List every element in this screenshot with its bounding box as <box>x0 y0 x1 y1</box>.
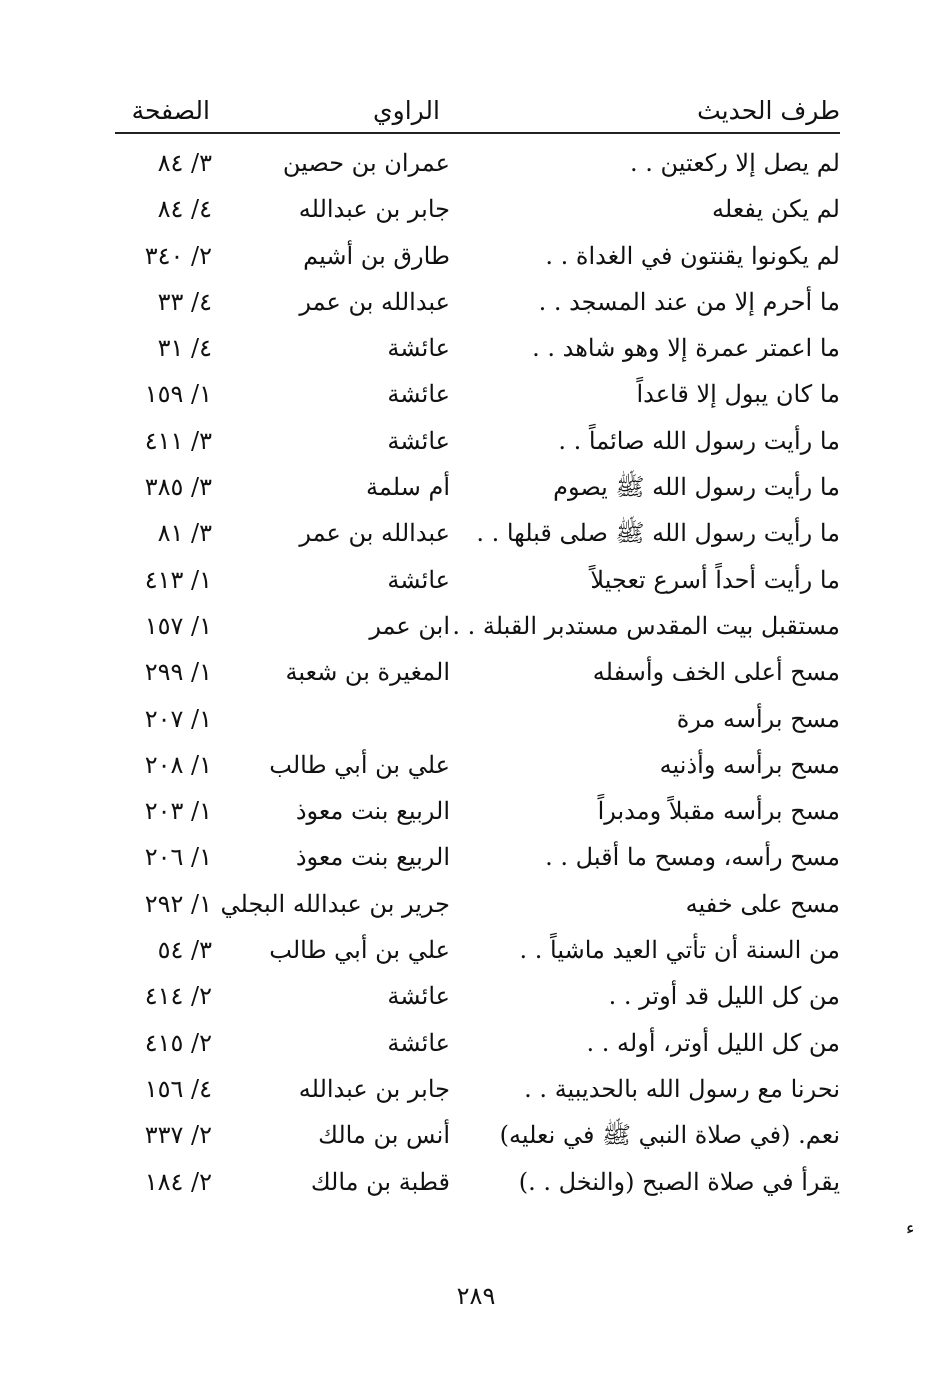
narrator: الربيع بنت معوذ <box>295 797 450 826</box>
page-ref: ١/ ٢٠٦ <box>144 843 212 872</box>
page-ref: ٣/ ٨٤ <box>157 149 212 177</box>
page-ref: ٢/ ٣٤٠ <box>144 241 212 270</box>
header-page: الصفحة <box>131 96 210 125</box>
table-row <box>115 742 840 788</box>
table-row <box>115 927 840 973</box>
table-row <box>115 371 840 417</box>
hadith-text: مسح أعلى الخف وأسفله <box>592 658 840 687</box>
hadith-text: من كل الليل أوتر، أوله . . <box>586 1028 840 1057</box>
table-row <box>115 464 840 510</box>
narrator: أنس بن مالك <box>318 1121 450 1150</box>
table-row <box>115 140 840 186</box>
narrator: المغيرة بن شعبة <box>285 658 450 687</box>
hadith-text: ما رأيت رسول الله ﷺ يصوم <box>553 473 840 502</box>
hadith-text: ما اعمتر عمرة إلا وهو شاهد . . <box>532 334 840 363</box>
hadith-text: لم يكونوا يقنتون في الغداة . . <box>545 241 840 270</box>
page-ref: ٢/ ٤١٤ <box>144 982 212 1011</box>
table-row <box>115 418 840 464</box>
page-number: ٢٨٩ <box>456 1282 496 1310</box>
page-ref: ٤/ ٣١ <box>157 334 212 363</box>
table-row <box>115 696 840 742</box>
page-ref: ٢/ ٤١٥ <box>144 1028 212 1057</box>
narrator: عائشة <box>387 334 450 363</box>
table-row <box>115 1066 840 1112</box>
table-row <box>115 557 840 603</box>
page-ref: ٣/ ٣٨٥ <box>144 473 212 502</box>
hadith-text: من كل الليل قد أوتر . . <box>608 982 840 1011</box>
hadith-text: نعم. (في صلاة النبي ﷺ في نعليه) <box>499 1121 840 1150</box>
table-row <box>115 603 840 649</box>
page-ref: ١/ ١٥٧ <box>144 611 212 640</box>
page-ref: ٢/ ١٨٤ <box>144 1167 212 1196</box>
table-row <box>115 325 840 371</box>
narrator: جابر بن عبدالله <box>298 1074 450 1103</box>
table-header <box>115 96 840 134</box>
table-row <box>115 1112 840 1158</box>
hadith-text: لم يكن يفعله <box>712 195 840 224</box>
page-ref: ١/ ٢٠٨ <box>144 750 212 779</box>
page-ref: ٤/ ١٥٦ <box>144 1074 212 1103</box>
narrator: علي بن أبي طالب <box>269 936 450 965</box>
table-row <box>115 649 840 695</box>
edge-mark: ء <box>906 1218 915 1239</box>
hadith-text: ما رأيت رسول الله ﷺ صلى قبلها . . <box>476 519 840 548</box>
table-row <box>115 973 840 1019</box>
narrator: الربيع بنت معوذ <box>295 843 450 872</box>
hadith-text: ما رأيت رسول الله صائماً . . <box>558 426 840 455</box>
table-row <box>115 1159 840 1205</box>
page-ref: ١/ ٤١٣ <box>144 565 212 594</box>
hadith-text: مستقبل بيت المقدس مستدبر القبلة . . <box>452 611 840 640</box>
table-row <box>115 881 840 927</box>
table-row <box>115 1020 840 1066</box>
table-row <box>115 510 840 556</box>
narrator: قطبة بن مالك <box>310 1167 450 1196</box>
narrator: طارق بن أشيم <box>303 241 450 270</box>
hadith-text: مسح على خفيه <box>685 889 840 918</box>
page-ref: ١/ ٢٩٩ <box>144 658 212 687</box>
page-ref: ٣/ ٨١ <box>157 519 212 548</box>
page-ref: ٤/ ٨٤ <box>157 195 212 224</box>
page-ref: ٢/ ٣٣٧ <box>144 1121 212 1150</box>
table-row <box>115 279 840 325</box>
hadith-text: مسح برأسه مقبلاً ومدبراً <box>597 797 840 826</box>
hadith-text: ما رأيت أحداً أسرع تعجيلاً <box>590 565 840 594</box>
narrator: عائشة <box>387 380 450 409</box>
page-ref: ٣/ ٤١١ <box>144 426 212 455</box>
hadith-text: يقرأ في صلاة الصبح (والنخل . .) <box>518 1167 840 1196</box>
header-rawi: الراوي <box>373 96 440 125</box>
narrator: ابن عمر <box>369 611 450 640</box>
hadith-text: مسح رأسه، ومسح ما أقبل . . <box>545 843 840 872</box>
page-ref: ١/ ٢٠٣ <box>144 797 212 826</box>
page-ref: ١/ ١٥٩ <box>144 380 212 409</box>
hadith-text: ما كان يبول إلا قاعداً <box>636 380 840 409</box>
hadith-text: لم يصل إلا ركعتين . . <box>629 149 840 177</box>
narrator: عائشة <box>387 426 450 455</box>
table-row <box>115 233 840 279</box>
narrator: جرير بن عبدالله البجلي <box>220 889 450 918</box>
hadith-text: من السنة أن تأتي العيد ماشياً . . <box>519 936 840 965</box>
hadith-text: مسح برأسه وأذنيه <box>659 750 840 779</box>
narrator: عائشة <box>387 1028 450 1057</box>
narrator: أم سلمة <box>366 473 450 502</box>
narrator: عائشة <box>387 982 450 1011</box>
page-ref: ٣/ ٥٤ <box>157 936 212 965</box>
hadith-text: ما أحرم إلا من عند المسجد . . <box>538 287 840 316</box>
narrator: عبدالله بن عمر <box>299 287 450 316</box>
page-ref: ٤/ ٣٣ <box>157 287 212 316</box>
table-row <box>115 834 840 880</box>
header-hadith: طرف الحديث <box>697 96 840 125</box>
narrator: عبدالله بن عمر <box>299 519 450 548</box>
page-ref: ١/ ٢٩٢ <box>144 889 212 918</box>
narrator: عمران بن حصين <box>282 149 450 177</box>
narrator: جابر بن عبدالله <box>298 195 450 224</box>
narrator: علي بن أبي طالب <box>269 750 450 779</box>
page-ref: ١/ ٢٠٧ <box>144 704 212 733</box>
table-row <box>115 788 840 834</box>
hadith-text: مسح برأسه مرة <box>676 704 840 733</box>
hadith-text: نحرنا مع رسول الله بالحديبية . . <box>524 1074 840 1103</box>
table-row <box>115 186 840 232</box>
hadith-index-table <box>115 140 840 1205</box>
narrator: عائشة <box>387 565 450 594</box>
